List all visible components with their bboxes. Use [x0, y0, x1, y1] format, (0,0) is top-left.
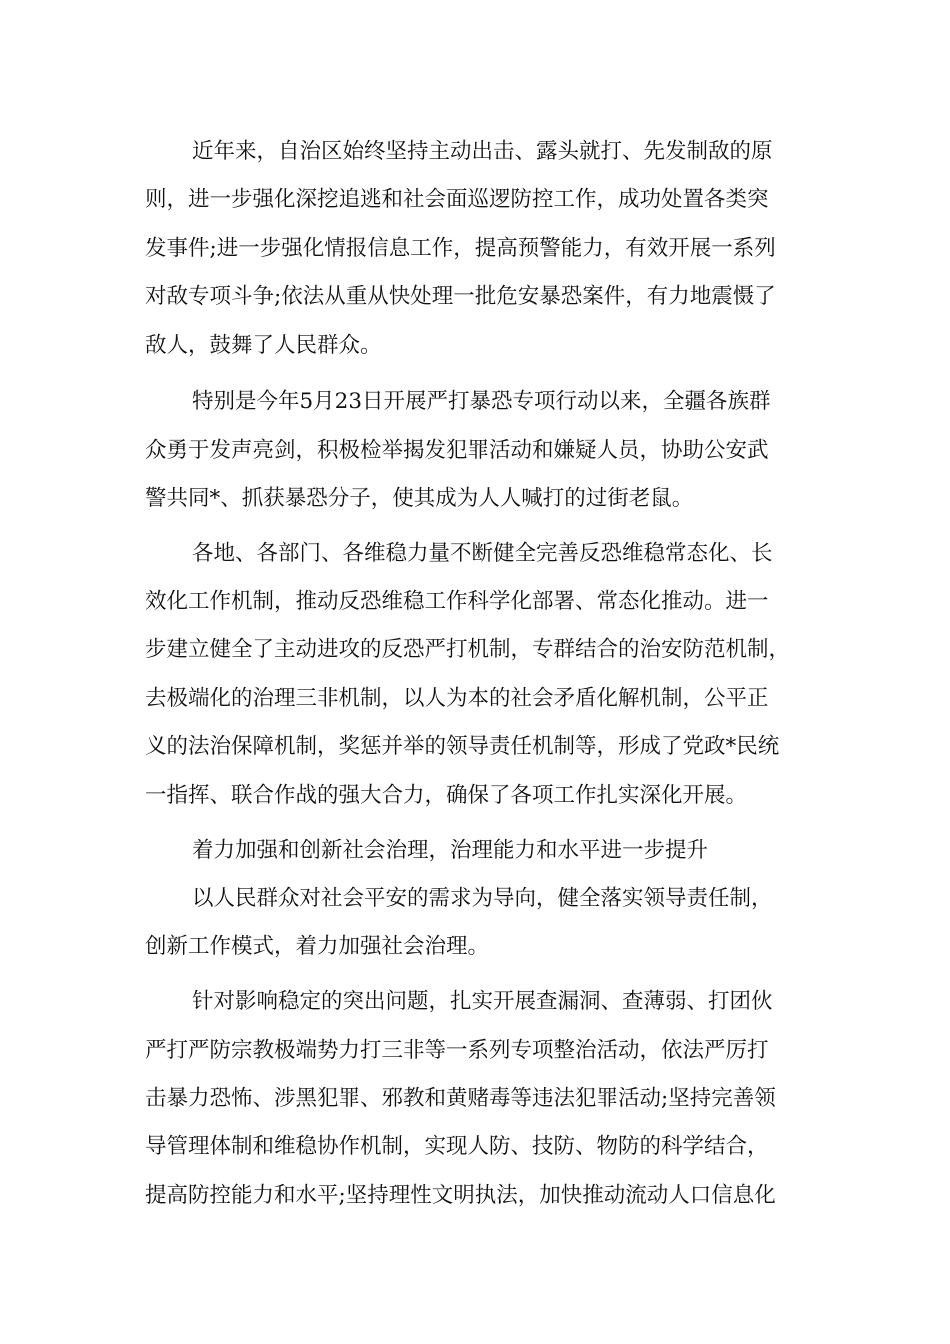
- text-line: 近年来，自治区始终坚持主动出击、露头就打、先发制敌的原: [192, 139, 773, 164]
- text-line: 以人民群众对社会平安的需求为导向，健全落实领导责任制，: [192, 886, 773, 911]
- text-line: 严打严防宗教极端势力打三非等一系列专项整治活动，依法严厉打: [145, 1038, 769, 1063]
- text-line: 击暴力恐怖、涉黑犯罪、邪教和黄赌毒等违法犯罪活动;坚持完善领: [145, 1086, 776, 1111]
- text-line: 则，进一步强化深挖追逃和社会面巡逻防控工作，成功处置各类突: [145, 187, 769, 212]
- text-line: 导管理体制和维稳协作机制，实现人防、技防、物防的科学结合，: [145, 1134, 769, 1159]
- text-line: 提高防控能力和水平;坚持理性文明执法，加快推动流动人口信息化: [145, 1183, 776, 1208]
- text-line: 各地、各部门、各维稳力量不断健全完善反恐维稳常态化、长: [192, 541, 773, 566]
- text-line: 众勇于发声亮剑，积极检举揭发犯罪活动和嫌疑人员，协助公安武: [145, 438, 769, 463]
- text-line: 步建立健全了主动进攻的反恐严打机制，专群结合的治安防范机制，: [145, 637, 791, 662]
- text-line: 对敌专项斗争;依法从重从快处理一批危安暴恐案件，有力地震慑了: [145, 284, 776, 309]
- text-line: 创新工作模式，着力加强社会治理。: [145, 934, 490, 959]
- text-line: 发事件;进一步强化情报信息工作，提高预警能力，有效开展一系列: [145, 236, 776, 261]
- text-line: 去极端化的治理三非机制，以人为本的社会矛盾化解机制，公平正: [145, 686, 769, 711]
- text-line: 效化工作机制，推动反恐维稳工作科学化部署、常态化推动。进一: [145, 589, 769, 614]
- section-subheading: 着力加强和创新社会治理，治理能力和水平进一步提升: [192, 838, 709, 863]
- text-line: 特别是今年5月23日开展严打暴恐专项行动以来，全疆各族群: [192, 389, 771, 414]
- text-line: 敌人，鼓舞了人民群众。: [145, 333, 382, 358]
- text-line: 针对影响稳定的突出问题，扎实开展查漏洞、查薄弱、打团伙: [192, 989, 773, 1014]
- text-line: 警共同*、抓获暴恐分子，使其成为人人喊打的过街老鼠。: [145, 486, 694, 511]
- text-line: 义的法治保障机制，奖惩并举的领导责任机制等，形成了党政*民统: [145, 734, 780, 759]
- text-line: 一指挥、联合作战的强大合力，确保了各项工作扎实深化开展。: [145, 783, 748, 808]
